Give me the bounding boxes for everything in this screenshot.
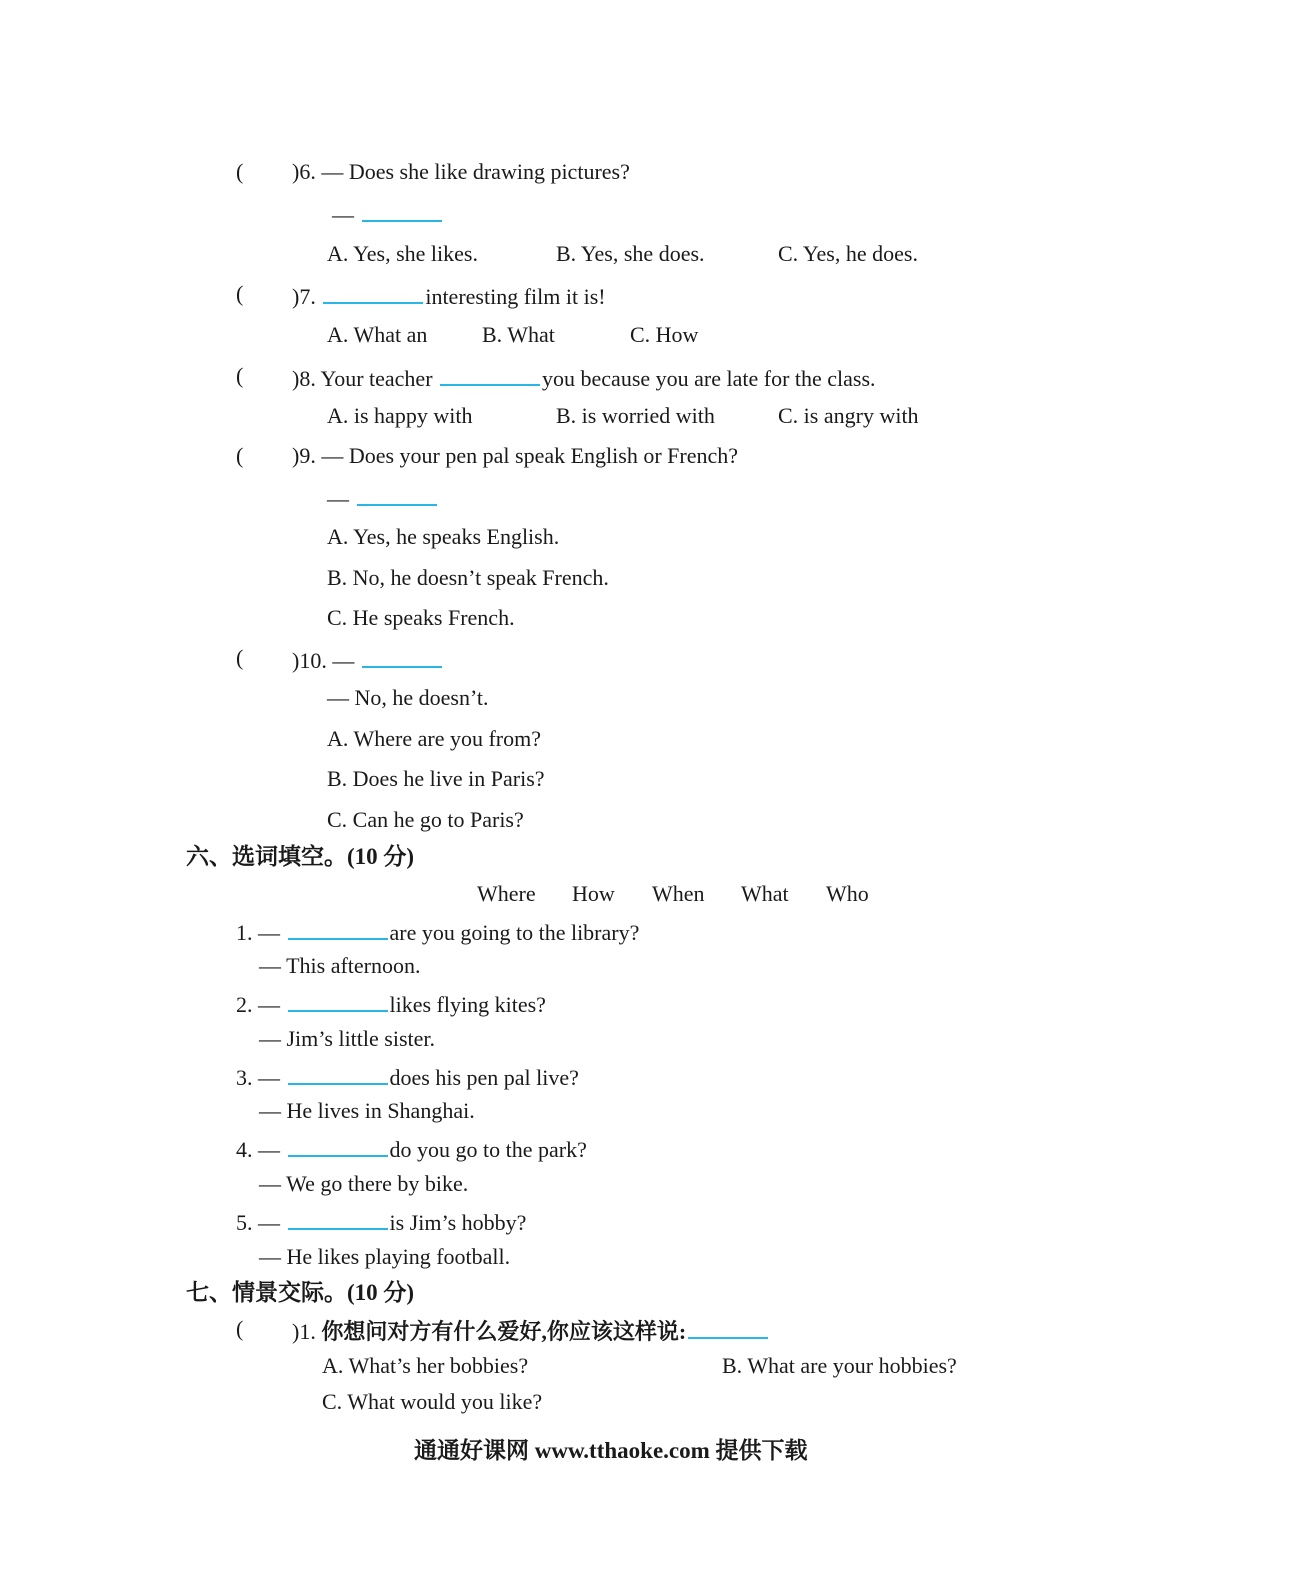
q6-blank[interactable] [362,198,442,222]
q6-paren: ( [236,159,244,184]
q6-answer-dash: — [332,202,354,227]
q9-paren: ( [236,443,244,468]
q8-text-after: you because you are late for the class. [542,366,876,391]
p7-q1-option-a: A. What’s her bobbies? [322,1353,529,1378]
p6-item-2-number: 2. — [236,992,280,1017]
q9-answer-line [327,482,439,513]
p6-item-2 [236,988,546,1019]
p6-item-5-text: is Jim’s hobby? [389,1210,527,1235]
q6-option-b: B. Yes, she does. [556,241,705,266]
q7-option-b: B. What [482,322,555,347]
p6-item-2-reply: — Jim’s little sister. [259,1026,436,1051]
word-bank-who: Who [826,881,869,906]
q7-paren: ( [236,281,244,306]
q9-option-b: B. No, he doesn’t speak French. [327,565,609,590]
part6-heading: 六、选词填空。(10 分) [186,844,415,869]
word-bank-what: What [741,881,789,906]
p6-item-3 [236,1061,579,1092]
q10-question [292,644,444,675]
p6-item-4-text: do you go to the park? [389,1137,587,1162]
p7-q1-option-b: B. What are your hobbies? [722,1353,957,1378]
q9-blank[interactable] [357,482,437,506]
q7-text: interesting film it is! [425,284,606,309]
q9-answer-dash: — [327,486,349,511]
p6-item-1 [236,916,639,947]
q6-number: )6. [292,159,316,184]
part7-heading: 七、情景交际。(10 分) [186,1280,415,1305]
q10-option-c: C. Can he go to Paris? [327,807,524,832]
q9-number: )9. [292,443,316,468]
p7-q1-paren: ( [236,1316,244,1341]
q9-option-a: A. Yes, he speaks English. [327,524,560,549]
q8-option-c: C. is angry with [778,403,919,428]
q6-answer-line [332,198,444,229]
q7-question [292,280,606,311]
q7-number: )7. [292,284,316,309]
q6-text: — Does she like drawing pictures? [321,159,630,184]
q6-option-c: C. Yes, he does. [778,241,918,266]
p6-item-3-number: 3. — [236,1065,280,1090]
q6-option-a: A. Yes, she likes. [327,241,478,266]
q10-reply: — No, he doesn’t. [327,685,489,710]
p6-item-3-reply: — He lives in Shanghai. [259,1098,475,1123]
p6-item-1-number: 1. — [236,920,280,945]
q8-paren: ( [236,363,244,388]
word-bank-how: How [572,881,615,906]
q9-question [292,442,738,470]
q7-option-c: C. How [630,322,699,347]
p7-q1-number: )1. [292,1319,316,1344]
q8-number: )8. [292,366,316,391]
p6-item-1-text: are you going to the library? [389,920,640,945]
q7-option-a: A. What an [327,322,428,347]
p6-item-5 [236,1206,526,1237]
q10-option-a: A. Where are you from? [327,726,541,751]
q8-option-a: A. is happy with [327,403,473,428]
p6-item-4 [236,1133,587,1164]
p6-item-1-reply: — This afternoon. [259,953,421,978]
p6-item-4-number: 4. — [236,1137,280,1162]
q7-blank[interactable] [323,280,423,304]
p6-item-1-blank[interactable] [288,916,388,940]
q9-text: — Does your pen pal speak English or French? [321,443,739,468]
p6-item-3-text: does his pen pal live? [389,1065,579,1090]
q10-number: )10. — [292,648,355,673]
q10-paren: ( [236,645,244,670]
q8-question [292,362,876,393]
q10-blank[interactable] [362,644,442,668]
p7-q1-text: 你想问对方有什么爱好,你应该这样说: [321,1319,687,1344]
p6-item-2-text: likes flying kites? [389,992,546,1017]
p6-item-5-blank[interactable] [288,1206,388,1230]
p7-q1-question [292,1315,770,1346]
p6-item-5-number: 5. — [236,1210,280,1235]
word-bank-where: Where [477,881,536,906]
p6-item-2-blank[interactable] [288,988,388,1012]
q8-text-before: Your teacher [320,366,433,391]
p6-item-3-blank[interactable] [288,1061,388,1085]
footer-watermark: 通通好课网 www.tthaoke.com 提供下载 [414,1438,808,1463]
q6-question [292,158,630,186]
p6-item-5-reply: — He likes playing football. [259,1244,511,1269]
q8-option-b: B. is worried with [556,403,715,428]
q10-option-b: B. Does he live in Paris? [327,766,545,791]
p6-item-4-reply: — We go there by bike. [259,1171,469,1196]
p6-item-4-blank[interactable] [288,1133,388,1157]
p7-q1-blank[interactable] [688,1315,768,1339]
p7-q1-option-c: C. What would you like? [322,1389,543,1414]
q9-option-c: C. He speaks French. [327,605,515,630]
word-bank-when: When [652,881,705,906]
q8-blank[interactable] [440,362,540,386]
